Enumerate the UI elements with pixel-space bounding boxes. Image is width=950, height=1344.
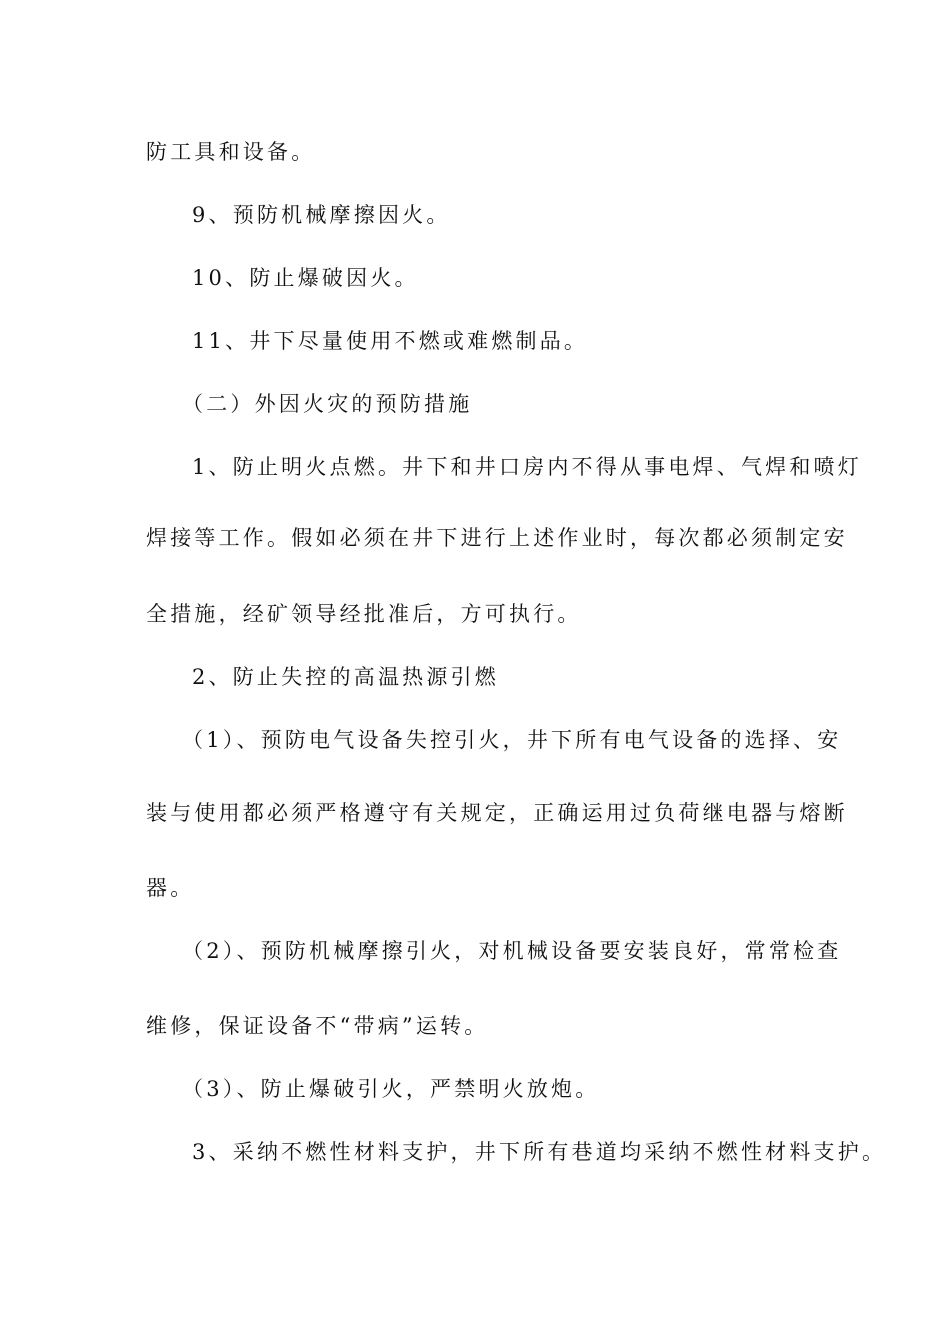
paragraph-line: 全措施，经矿领导经批准后，方可执行。 <box>146 602 582 626</box>
paragraph-line: 1、防止明火点燃。井下和井口房内不得从事电焊、气焊和喷灯 <box>192 455 862 479</box>
paragraph-line: （3）、防止爆破引火，严禁明火放炮。 <box>182 1077 600 1101</box>
section-heading: （二）外因火灾的预防措施 <box>182 392 473 416</box>
paragraph-line: （2）、预防机械摩擦引火，对机械设备要安装良好，常常检查 <box>182 939 842 963</box>
paragraph-line: 焊接等工作。假如必须在井下进行上述作业时，每次都必须制定安 <box>146 526 848 550</box>
paragraph-line: 9、预防机械摩擦因火。 <box>192 203 451 227</box>
paragraph-line: 3、采纳不燃性材料支护，井下所有巷道均采纳不燃性材料支护。 <box>192 1140 887 1164</box>
paragraph-line: 维修，保证设备不“带病”运转。 <box>146 1014 489 1038</box>
paragraph-line: 防工具和设备。 <box>146 140 316 164</box>
paragraph-line: 装与使用都必须严格遵守有关规定，正确运用过负荷继电器与熔断 <box>146 801 848 825</box>
paragraph-line: 器。 <box>146 876 195 900</box>
paragraph-line: （1）、预防电气设备失控引火，井下所有电气设备的选择、安 <box>182 728 842 752</box>
paragraph-line: 2、防止失控的高温热源引燃 <box>192 665 499 689</box>
paragraph-line: 10、防止爆破因火。 <box>192 266 419 290</box>
paragraph-line: 11、井下尽量使用不燃或难燃制品。 <box>192 329 589 353</box>
